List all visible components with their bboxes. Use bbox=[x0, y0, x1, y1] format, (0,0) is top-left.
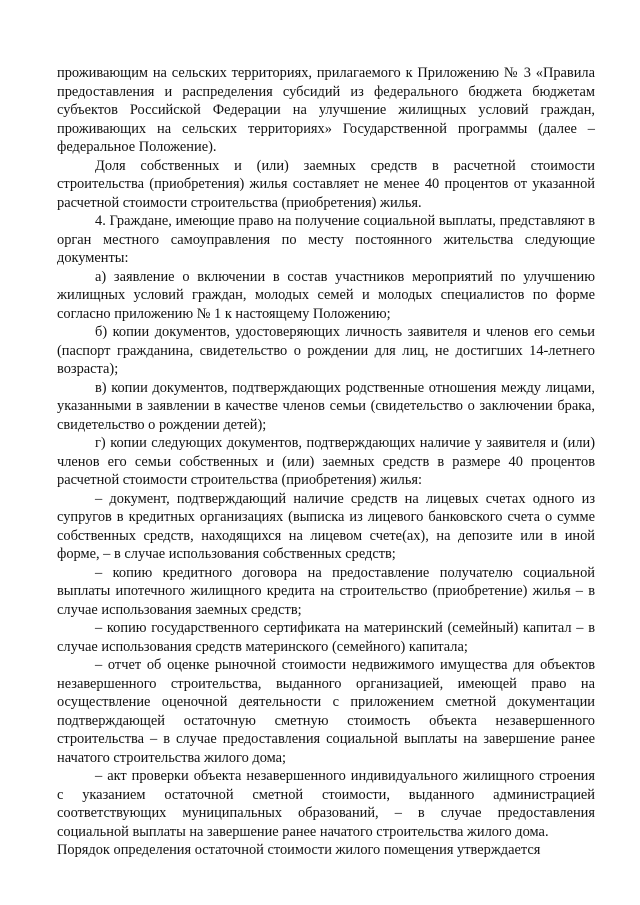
paragraph-dash-credit-agreement: – копию кредитного договора на предоставление получателю социальной выплаты ипотечного жилищного кредита на строительство (приобретение) жилья – в случае использования заемных средств; bbox=[57, 564, 595, 618]
paragraph-dash-bank-statement: – документ, подтверждающий наличие средств на лицевых счетах одного из супругов в кредитных организациях (выписка из лицевого банковского счета о сумме собственных средств, находящихся на лицевом счете(ах), на депозите или в иной форме, – в случае использования собственных средств; bbox=[57, 490, 595, 562]
paragraph-item-4: 4. Граждане, имеющие право на получение социальной выплаты, представляют в орган местного самоуправления по месту постоянного жительства следующие документы: bbox=[57, 213, 595, 266]
paragraph-own-funds-share: Доля собственных и (или) заемных средств в расчетной стоимости строительства (приобретения) жилья составляет не менее 40 процентов от указанной расчетной стоимости строительства (приобретения) жилья. bbox=[57, 157, 595, 211]
paragraph-intro-continuation: проживающим на сельских территориях, прилагаемого к Приложению № 3 «Правила предоставления и распределения субсидий из федерального бюджета бюджетам субъектов Российской Федерации на улучшение жилищных условий граждан, проживающих на сельских территориях» Государственной программы (далее – федеральное Положение). bbox=[57, 65, 595, 155]
paragraph-dash-valuation-report: – отчет об оценке рыночной стоимости недвижимого имущества для объектов незавершенного строительства, выданного организацией, имеющей право на осуществление оценочной деятельности с приложением сметной документации подтверждающей остаточную сметную стоимость объекта незавершенного строительства – в случае предоставления социальной выплаты на завершение ранее начатого строительства жилого дома; bbox=[57, 657, 595, 766]
paragraph-item-b: б) копии документов, удостоверяющих личность заявителя и членов его семьи (паспорт гражданина, свидетельство о рождении для лиц, не достигших 14-летнего возраста); bbox=[57, 324, 595, 377]
paragraph-dash-inspection-act: – акт проверки объекта незавершенного индивидуального жилищного строения с указанием остаточной сметной стоимости, выданного администрацией соответствующих муниципальных образований, – в случае предоставления социальной выплаты на завершение ранее начатого строительства жилого дома. bbox=[57, 768, 595, 840]
document-page bbox=[57, 64, 595, 860]
paragraph-residual-value-procedure: Порядок определения остаточной стоимости жилого помещения утверждается bbox=[57, 842, 541, 858]
paragraph-dash-maternity-certificate: – копию государственного сертификата на материнский (семейный) капитал – в случае использования средств материнского (семейного) капитала; bbox=[57, 620, 595, 655]
paragraph-item-v: в) копии документов, подтверждающих родственные отношения между лицами, указанными в заявлении в качестве членов семьи (свидетельство о заключении брака, свидетельство о рождении детей); bbox=[57, 379, 595, 433]
paragraph-item-g: г) копии следующих документов, подтверждающих наличие у заявителя и (или) членов его семьи собственных и (или) заемных средств в размере 40 процентов расчетной стоимости строительства (приобретения) жилья: bbox=[57, 435, 595, 488]
paragraph-item-a: а) заявление о включении в состав участников мероприятий по улучшению жилищных условий граждан, молодых семей и молодых специалистов по форме согласно приложению № 1 к настоящему Положению; bbox=[57, 268, 595, 322]
